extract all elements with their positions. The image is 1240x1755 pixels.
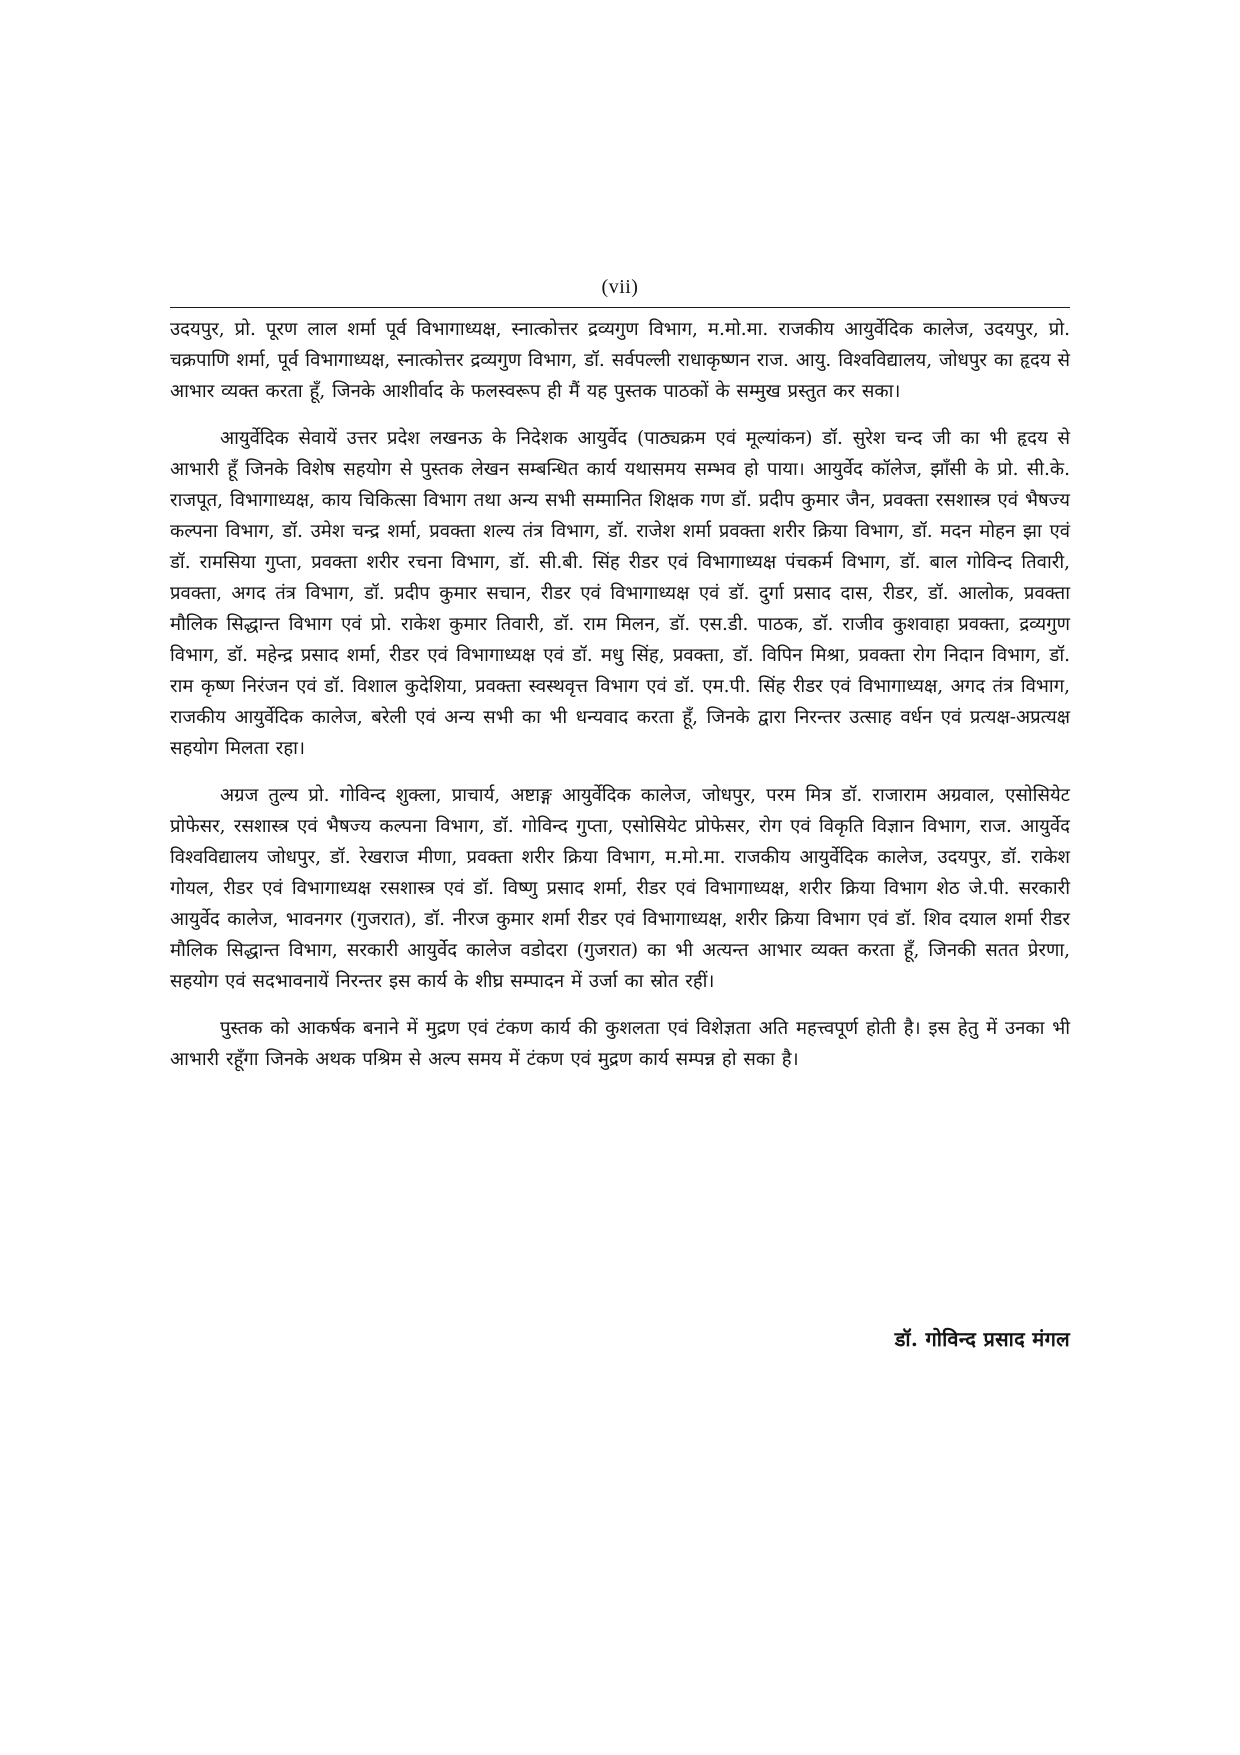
author-signature: डॉ. गोविन्द प्रसाद मंगल: [894, 1327, 1070, 1351]
paragraph-continuation: उदयपुर, प्रो. पूरण लाल शर्मा पूर्व विभागाध्यक्ष, स्नात्कोत्तर द्रव्यगुण विभाग, म.मो.मा. राजकीय आयुर्वेदिक कालेज, उदयपुर, प्रो. चक्रपाणि शर्मा, पूर्व विभागाध्यक्ष, स्नात्कोत्तर द्रव्यगुण विभाग, डॉ. सर्वपल्ली राधाकृष्णन राज. आयु. विश्वविद्यालय, जोधपुर का हृदय से आभार व्यक्त करता हूँ, जिनके आशीर्वाद के फलस्वरूप ही मैं यह पुस्तक पाठकों के सम्मुख प्रस्तुत कर सका।: [170, 319, 1070, 402]
header-divider: [170, 307, 1070, 308]
preface-body: [170, 314, 1070, 1091]
paragraph-acknowledgement-colleagues: अग्रज तुल्य प्रो. गोविन्द शुक्ला, प्राचार्य, अष्टाङ्ग आयुर्वेदिक कालेज, जोधपुर, परम मित्र डॉ. राजाराम अग्रवाल, एसोसियेट प्रोफेसर, रसशास्त्र एवं भैषज्य कल्पना विभाग, डॉ. गोविन्द गुप्ता, एसोसियेट प्रोफेसर, रोग एवं विकृति विज्ञान विभाग, राज. आयुर्वेद विश्वविद्यालय जोधपुर, डॉ. रेखराज मीणा, प्रवक्ता शरीर क्रिया विभाग, म.मो.मा. राजकीय आयुर्वेदिक कालेज, उदयपुर, डॉ. राकेश गोयल, रीडर एवं विभागाध्यक्ष रसशास्त्र एवं डॉ. विष्णु प्रसाद शर्मा, रीडर एवं विभागाध्यक्ष, शरीर क्रिया विभाग शेठ जे.पी. सरकारी आयुर्वेद कालेज, भावनगर (गुजरात), डॉ. नीरज कुमार शर्मा रीडर एवं विभागाध्यक्ष, शरीर क्रिया विभाग एवं डॉ. शिव दयाल शर्मा रीडर मौलिक सिद्धान्त विभाग, सरकारी आयुर्वेद कालेज वडोदरा (गुजरात) का भी अत्यन्त आभार व्यक्त करता हूँ, जिनकी सतत प्रेरणा, सहयोग एवं सदभावनायें निरन्तर इस कार्य के शीघ्र सम्पादन में उर्जा का स्रोत रहीं।: [170, 785, 1070, 992]
page-number: (vii): [601, 276, 639, 298]
paragraph-acknowledgement-jhansi-bareilly: आयुर्वेदिक सेवायें उत्तर प्रदेश लखनऊ के निदेशक आयुर्वेद (पाठ्यक्रम एवं मूल्यांकन) डॉ. सुरेश चन्द जी का भी हृदय से आभारी हूँ जिनके विशेष सहयोग से पुस्तक लेखन सम्बन्धित कार्य यथासमय सम्भव हो पाया। आयुर्वेद कॉलेज, झाँसी के प्रो. सी.के. राजपूत, विभागाध्यक्ष, काय चिकित्सा विभाग तथा अन्य सभी सम्मानित शिक्षक गण डॉ. प्रदीप कुमार जैन, प्रवक्ता रसशास्त्र एवं भैषज्य कल्पना विभाग, डॉ. उमेश चन्द्र शर्मा, प्रवक्ता शल्य तंत्र विभाग, डॉ. राजेश शर्मा प्रवक्ता शरीर क्रिया विभाग, डॉ. मदन मोहन झा एवं डॉ. रामसिया गुप्ता, प्रवक्ता शरीर रचना विभाग, डॉ. सी.बी. सिंह रीडर एवं विभागाध्यक्ष पंचकर्म विभाग, डॉ. बाल गोविन्द तिवारी, प्रवक्ता, अगद तंत्र विभाग, डॉ. प्रदीप कुमार सचान, रीडर एवं विभागाध्यक्ष एवं डॉ. दुर्गा प्रसाद दास, रीडर, डॉ. आलोक, प्रवक्ता मौलिक सिद्धान्त विभाग एवं प्रो. राकेश कुमार तिवारी, डॉ. राम मिलन, डॉ. एस.डी. पाठक, डॉ. राजीव कुशवाहा प्रवक्ता, द्रव्यगुण विभाग, डॉ. महेन्द्र प्रसाद शर्मा, रीडर एवं विभागाध्यक्ष एवं डॉ. मधु सिंह, प्रवक्ता, डॉ. विपिन मिश्रा, प्रवक्ता रोग निदान विभाग, डॉ. राम कृष्ण निरंजन एवं डॉ. विशाल कुदेशिया, प्रवक्ता स्वस्थवृत्त विभाग एवं डॉ. एम.पी. सिंह रीडर एवं विभागाध्यक्ष, अगद तंत्र विभाग, राजकीय आयुर्वेदिक कालेज, बरेली एवं अन्य सभी का भी धन्यवाद करता हूँ, जिनके द्वारा निरन्तर उत्साह वर्धन एवं प्रत्यक्ष-अप्रत्यक्ष सहयोग मिलता रहा।: [170, 428, 1070, 759]
paragraph-acknowledgement-printing: पुस्तक को आकर्षक बनाने में मुद्रण एवं टंकण कार्य की कुशलता एवं विशेज्ञता अति महत्त्वपूर्ण होती है। इस हेतु में उनका भी आभारी रहूँगा जिनके अथक पश्रिम से अल्प समय में टंकण एवं मुद्रण कार्य सम्पन्न हो सका है।: [170, 1018, 1070, 1070]
